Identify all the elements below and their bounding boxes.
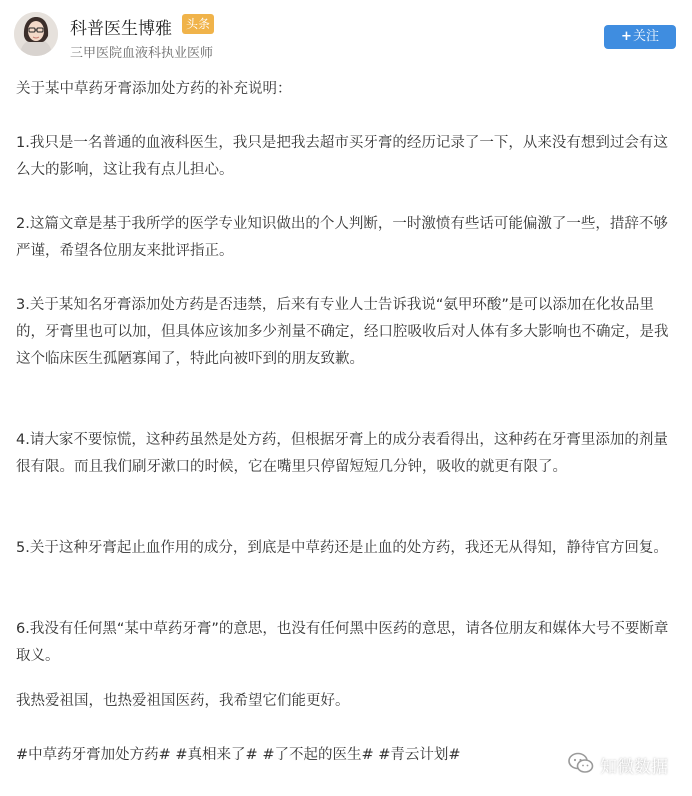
watermark-text: 知微数据 — [600, 757, 668, 778]
paragraph-closing: 我热爱祖国，也热爱祖国医药，我希望它们能更好。 — [16, 693, 350, 709]
badge-label: 头条 — [186, 17, 211, 31]
paragraph-2: 2.这篇文章是基于我所学的医学专业知识做出的个人判断，一时激愤有些话可能偏激了一些，措辞不够严谨，希望各位朋友来批评指正。 — [16, 216, 668, 259]
author-subtitle: 三甲医院血液科执业医师 — [70, 46, 214, 61]
toutiao-badge — [182, 14, 214, 34]
avatar-image — [14, 12, 58, 56]
avatar[interactable] — [14, 12, 58, 56]
author-name[interactable]: 科普医生博雅 — [70, 19, 172, 39]
paragraph-6: 6.我没有任何黑“某中草药牙膏”的意思，也没有任何黑中医药的意思，请各位朋友和媒体大号不要断章取义。 — [16, 621, 669, 664]
paragraph-1: 1.我只是一名普通的血液科医生，我只是把我去超市买牙膏的经历记录了一下，从来没有想到过会有这么大的影响，这让我有点儿担心。 — [16, 135, 668, 178]
follow-label: 关注 — [632, 29, 659, 44]
paragraph-3: 3.关于某知名牙膏添加处方药是否违禁，后来有专业人士告诉我说“氨甲环酸”是可以添加在化妆品里的，牙膏里也可以加，但具体应该加多少剂量不确定，经口腔吸收后对人体有多大影响也不确定，是我这个临床医生孤陋寡闻了，特此向被吓到的朋友致歉。 — [16, 297, 669, 367]
post-header — [0, 0, 692, 66]
plus-icon: + — [621, 29, 632, 44]
follow-button[interactable] — [604, 25, 676, 49]
paragraph-5: 5.关于这种牙膏起止血作用的成分，到底是中草药还是止血的处方药，我还无从得知，静待官方回复。 — [16, 540, 668, 556]
hashtags[interactable]: #中草药牙膏加处方药# #真相来了# #了不起的医生# #青云计划# — [16, 747, 461, 763]
post-title: 关于某中草药牙膏添加处方药的补充说明： — [16, 81, 292, 97]
paragraph-4: 4.请大家不要惊慌，这种药虽然是处方药，但根据牙膏上的成分表看得出，这种药在牙膏里添加的剂量很有限。而且我们刷牙漱口的时候，它在嘴里只停留短短几分钟，吸收的就更有限了。 — [16, 432, 668, 475]
wechat-icon — [568, 752, 594, 783]
watermark — [568, 752, 668, 780]
